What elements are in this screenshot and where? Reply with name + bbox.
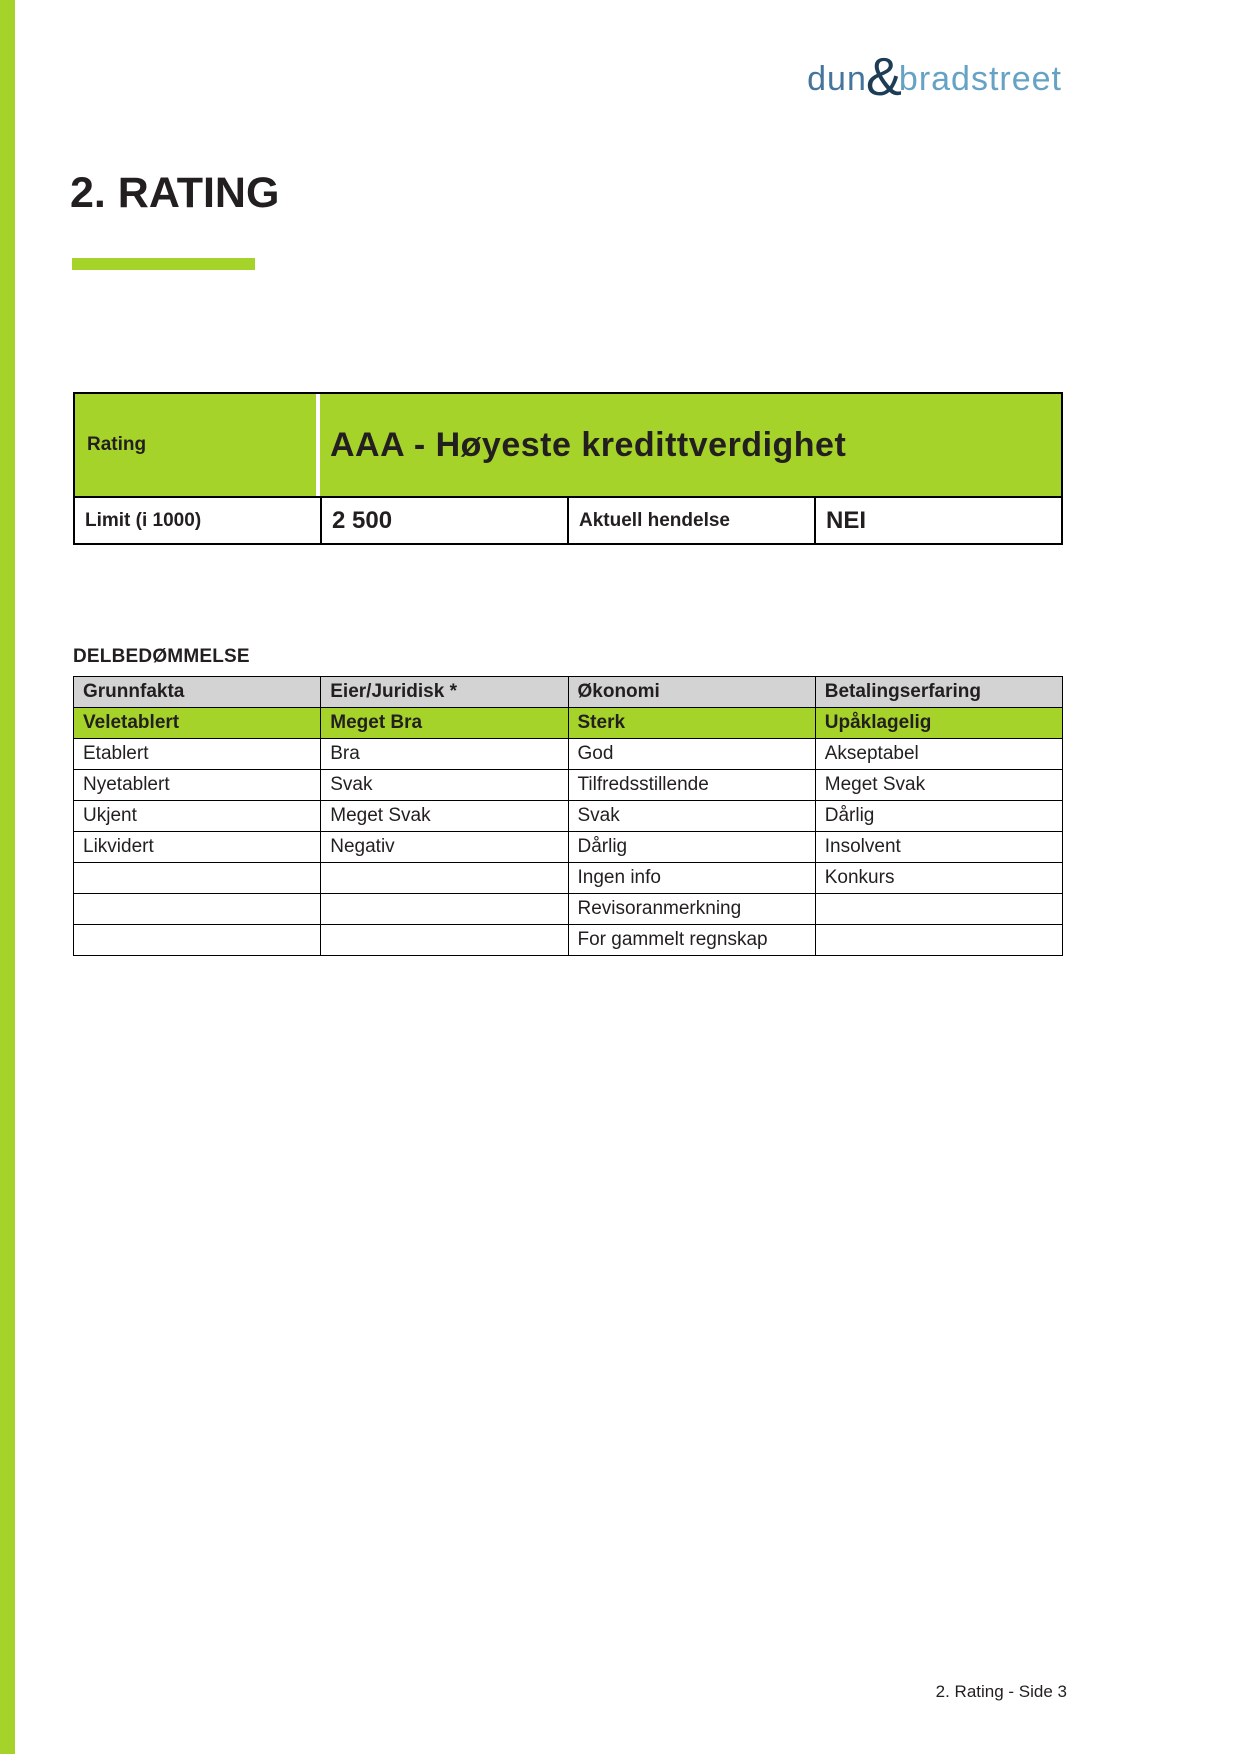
logo-text-bradstreet: bradstreet — [898, 60, 1062, 98]
table-row — [74, 925, 1063, 956]
table-cell: God — [568, 739, 815, 770]
table-cell: Akseptabel — [815, 739, 1062, 770]
table-cell: Nyetablert — [74, 770, 321, 801]
table-cell: For gammelt regnskap — [568, 925, 815, 956]
logo-text-dun: dun — [807, 60, 867, 98]
table-row — [74, 863, 1063, 894]
limit-value: 2 500 — [332, 506, 393, 534]
delbedommelse-table — [73, 676, 1063, 956]
rating-label: Rating — [87, 434, 147, 455]
table-header-row — [74, 677, 1063, 708]
rating-value: AAA - Høyeste kredittverdighet — [330, 425, 847, 464]
rating-table — [73, 392, 1063, 545]
rating-header-row — [75, 394, 1061, 496]
page-edge-accent-bar — [0, 0, 15, 1754]
page-footer: 2. Rating - Side 3 — [935, 1682, 1067, 1701]
selected-rating-row — [74, 708, 1063, 739]
table-cell — [74, 863, 321, 894]
table-row — [74, 801, 1063, 832]
table-cell: Revisoranmerkning — [568, 894, 815, 925]
table-cell: Meget Svak — [321, 801, 568, 832]
table-row — [74, 832, 1063, 863]
table-cell: Tilfredsstillende — [568, 770, 815, 801]
title-underline-bar — [72, 258, 255, 270]
table-cell — [74, 894, 321, 925]
column-header: Økonomi — [568, 677, 815, 708]
table-cell: Svak — [321, 770, 568, 801]
table-cell — [321, 863, 568, 894]
table-cell: Meget Svak — [815, 770, 1062, 801]
limit-label: Limit (i 1000) — [85, 509, 202, 531]
table-cell: Dårlig — [815, 801, 1062, 832]
event-value-cell — [816, 498, 1061, 543]
event-value: NEI — [826, 506, 867, 534]
table-cell — [74, 925, 321, 956]
table-cell: Veletablert — [74, 708, 321, 739]
table-row — [74, 770, 1063, 801]
event-label: Aktuell hendelse — [579, 509, 730, 531]
table-cell: Negativ — [321, 832, 568, 863]
table-cell: Likvidert — [74, 832, 321, 863]
limit-label-cell — [75, 498, 322, 543]
column-header: Grunnfakta — [74, 677, 321, 708]
table-cell — [815, 894, 1062, 925]
table-cell: Sterk — [568, 708, 815, 739]
column-header: Eier/Juridisk * — [321, 677, 568, 708]
table-cell — [815, 925, 1062, 956]
table-cell: Konkurs — [815, 863, 1062, 894]
table-cell — [321, 894, 568, 925]
table-cell: Svak — [568, 801, 815, 832]
rating-limit-row — [75, 496, 1061, 543]
table-cell: Ukjent — [74, 801, 321, 832]
event-label-cell — [569, 498, 816, 543]
table-cell: Ingen info — [568, 863, 815, 894]
table-cell: Insolvent — [815, 832, 1062, 863]
rating-label-cell — [75, 394, 320, 496]
rating-value-cell — [320, 394, 1061, 496]
table-cell: Meget Bra — [321, 708, 568, 739]
table-cell: Bra — [321, 739, 568, 770]
table-cell: Upåklagelig — [815, 708, 1062, 739]
table-row — [74, 739, 1063, 770]
table-cell: Dårlig — [568, 832, 815, 863]
limit-value-cell — [322, 498, 569, 543]
dun-bradstreet-logo: dun & bradstreet — [807, 47, 1062, 107]
column-header: Betalingserfaring — [815, 677, 1062, 708]
delbedommelse-title: DELBEDØMMELSE — [73, 646, 250, 667]
table-row — [74, 894, 1063, 925]
table-cell: Etablert — [74, 739, 321, 770]
table-cell — [321, 925, 568, 956]
page-title: 2. RATING — [70, 169, 280, 217]
